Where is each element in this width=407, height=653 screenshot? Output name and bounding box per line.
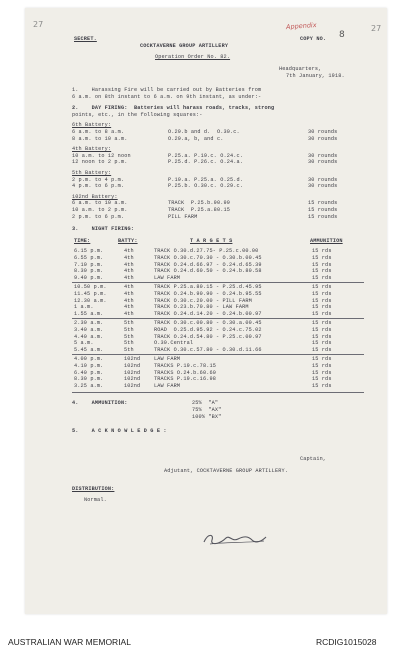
night-firing-time: 12.30 a.m. — [74, 297, 107, 304]
night-firing-time: 11.45 p.m. — [74, 291, 107, 297]
night-firing-battery: 102nd — [124, 356, 141, 363]
night-firing-ammo: 15 rds — [312, 369, 332, 376]
night-firing-target: TRACKS P.19.c.78.15 — [154, 363, 216, 369]
night-firing-target: TRACK O.30.c.57.80 - O.30.d.11.66 — [154, 346, 262, 353]
night-firing-target: LAW FARM — [154, 382, 181, 389]
night-firing-time: 5 a.m. — [74, 340, 94, 347]
night-firing-battery: 102nd — [124, 363, 141, 369]
night-firing-title: 3. NIGHT FIRING: — [72, 226, 134, 233]
battery-heading: 5th Battery: — [72, 170, 112, 176]
night-firing-battery: 5th — [124, 327, 134, 333]
day-firing-time: 10 a.m. to 12 noon — [72, 152, 131, 159]
day-firing-target: P.19.a. P.25.a. O.25.d. — [168, 176, 244, 183]
secret-label: SECRET. — [74, 36, 97, 42]
night-firing-battery: 4th — [124, 268, 134, 275]
distribution-value: Normal. — [84, 497, 107, 504]
night-firing-ammo: 15 rds — [312, 340, 332, 347]
footer-archive-name: AUSTRALIAN WAR MEMORIAL — [8, 637, 131, 647]
day-firing-target: PILL FARM — [168, 213, 198, 220]
day-firing-amount: 30 rounds — [308, 183, 338, 190]
group-divider — [72, 354, 364, 355]
order-date: 7th January, 1918. — [286, 73, 345, 79]
battery-heading: 102nd Battery: — [72, 193, 118, 200]
day-firing-time: 8 a.m. to 10 a.m. — [72, 135, 128, 142]
copy-label: COPY NO. — [300, 36, 327, 42]
day-firing-amount: 15 rounds — [308, 213, 338, 220]
day-firing-amount: 30 rounds — [308, 129, 338, 135]
night-firing-ammo: 15 rds — [312, 268, 332, 275]
day-firing-amount: 30 rounds — [308, 176, 338, 183]
night-firing-time: 1 a.m. — [74, 304, 94, 311]
night-firing-ammo: 15 rds — [312, 248, 332, 255]
night-firing-ammo: 15 rds — [312, 297, 332, 304]
night-firing-target: TRACK O.24.d.14.20 - O.24.b.00.97 — [154, 310, 262, 317]
day-firing-target: O.29.a, b, and c. — [168, 135, 224, 142]
signatory-line: Adjutant, COCKTAVERNE GROUP ARTILLERY. — [164, 467, 288, 474]
night-firing-ammo: 15 rds — [312, 382, 332, 389]
day-firing-time: 10 a.m. to 2 p.m. — [72, 207, 128, 213]
day-firing-target: TRACK P.25.b.90.99 — [168, 200, 230, 207]
night-firing-ammo: 15 rds — [312, 333, 332, 340]
night-firing-target: TRACK O.30.c.00.80 - O.30.a.00.45 — [154, 320, 262, 327]
night-firing-ammo: 15 rds — [312, 376, 332, 383]
order-title: Operation Order No. 82. — [155, 54, 231, 60]
night-firing-target: LAW FARM — [154, 274, 181, 281]
para2-line: 2. DAY FIRING: Batteries will harass roads, tracks, strong — [72, 105, 275, 112]
day-firing-target: P.25.b. O.30.c. O.29.c. — [168, 183, 244, 190]
group-divider — [72, 318, 364, 319]
ammunition-line: 75% "AX" — [192, 407, 222, 413]
night-firing-target: TRACK P.25.a.80.15 - P.25.d.45.95 — [154, 284, 262, 291]
signatory-rank: Captain, — [300, 456, 327, 463]
night-firing-ammo: 15 rds — [312, 274, 332, 281]
night-firing-ammo: 15 rds — [312, 255, 332, 261]
night-firing-target: TRACK O.30.c.70.30 - O.30.b.00.45 — [154, 255, 262, 261]
night-firing-time: 2.30 a.m. — [74, 320, 104, 327]
day-firing-amount: 30 rounds — [308, 135, 338, 142]
copy-number: 8 — [339, 30, 345, 40]
night-firing-ammo: 15 rds — [312, 261, 332, 268]
day-firing-time: 2 p.m. to 6 p.m. — [72, 213, 125, 220]
night-firing-time: 1.55 a.m. — [74, 310, 104, 317]
night-firing-time: 4.10 p.m. — [74, 363, 104, 369]
night-firing-ammo: 15 rds — [312, 284, 332, 291]
night-firing-time: 7.10 p.m. — [74, 261, 104, 268]
night-firing-battery: 4th — [124, 261, 134, 268]
night-header-ammunition: AMMUNITION — [310, 237, 343, 244]
footer-record-id: RCDIG1015028 — [316, 637, 377, 647]
night-firing-time: 4.40 a.m. — [74, 333, 104, 340]
handwritten-signature — [200, 531, 270, 547]
night-firing-time: 5.45 a.m. — [74, 346, 104, 353]
night-firing-battery: 4th — [124, 291, 134, 297]
night-firing-battery: 4th — [124, 304, 134, 311]
night-firing-time: 6.15 p.m. — [74, 248, 104, 255]
para2-line: points, etc., in the following squares:- — [72, 111, 203, 118]
night-firing-target: TRACK O.30.c.20.00 - PILL FARM — [154, 297, 252, 304]
day-firing-amount: 15 rounds — [308, 200, 338, 207]
night-firing-target: TRACK O.24.d.66.97 - O.24.d.65.39 — [154, 261, 262, 268]
night-firing-ammo: 15 rds — [312, 320, 332, 327]
appendix-stamp: Appendix — [285, 20, 317, 32]
night-firing-ammo: 15 rds — [312, 363, 332, 369]
table-end-divider — [72, 392, 364, 393]
night-header-battery: BATTY: — [118, 237, 138, 244]
day-firing-target: P.25.d. P.26.c. O.24.a. — [168, 159, 244, 166]
day-firing-time: 6 a.m. to 10 a.m. — [72, 200, 128, 207]
para1-line: 1. Harassing Fire will be carried out by Batteries from — [72, 87, 262, 93]
night-firing-ammo: 15 rds — [312, 291, 332, 297]
day-firing-amount: 30 rounds — [308, 152, 338, 159]
night-firing-time: 6.55 p.m. — [74, 255, 104, 261]
night-firing-target: TRACK O.30.d.27.75- P.25.c.00.00 — [154, 248, 259, 255]
night-firing-target: TRACKS P.19.c.16.98 — [154, 376, 216, 383]
day-firing-time: 4 p.m. to 6 p.m. — [72, 183, 125, 190]
day-firing-target: TRACK P.25.a.80.15 — [168, 207, 230, 213]
night-firing-battery: 4th — [124, 284, 134, 291]
night-firing-battery: 4th — [124, 255, 134, 261]
ammunition-line: 25% "A" — [192, 400, 219, 407]
distribution-title: DISTRIBUTION: — [72, 485, 115, 492]
night-firing-time: 10.50 p.m. — [74, 284, 107, 291]
night-firing-time: 3.40 a.m. — [74, 327, 104, 333]
battery-heading: 4th Battery: — [72, 146, 112, 153]
day-firing-amount: 30 rounds — [308, 159, 338, 166]
night-header-time: TIME: — [74, 237, 91, 244]
night-firing-battery: 5th — [124, 333, 134, 340]
night-firing-ammo: 15 rds — [312, 310, 332, 317]
day-firing-time: 12 noon to 2 p.m. — [72, 159, 128, 166]
night-firing-battery: 5th — [124, 320, 134, 327]
night-firing-target: O.30.Central — [154, 340, 194, 347]
night-firing-battery: 102nd — [124, 376, 141, 383]
day-firing-amount: 15 rounds — [308, 207, 338, 213]
night-firing-target: ROAD O.25.d.95.92 - O.24.c.75.02 — [154, 327, 262, 333]
night-firing-battery: 4th — [124, 274, 134, 281]
pencil-folio-right: 27 — [371, 24, 382, 33]
night-firing-ammo: 15 rds — [312, 356, 332, 363]
night-firing-target: TRACK O.24.b.90.90 - O.24.b.95.55 — [154, 291, 262, 297]
night-firing-target: TRACK O.24.d.54.80 - P.25.c.00.97 — [154, 333, 262, 340]
night-firing-time: 3.25 a.m. — [74, 382, 104, 389]
night-firing-battery: 5th — [124, 346, 134, 353]
night-firing-time: 8.30 p.m. — [74, 268, 104, 275]
night-firing-battery: 102nd — [124, 382, 141, 389]
night-firing-target: LAW FARM — [154, 356, 181, 363]
ammunition-line: 100% "BX" — [192, 413, 222, 420]
acknowledge-title: 5. A C K N O W L E D G E : — [72, 428, 167, 435]
night-firing-battery: 4th — [124, 297, 134, 304]
hq-label: Headquarters, — [279, 66, 322, 72]
night-firing-target: TRACKS O.24.b.60.60 — [154, 369, 216, 376]
night-firing-time: 8.30 p.m. — [74, 376, 104, 383]
day-firing-target: O.29.b and d. O.30.c. — [168, 129, 240, 135]
night-firing-time: 6.40 p.m. — [74, 369, 104, 376]
day-firing-target: P.25.a. P.19.c. O.24.c. — [168, 152, 244, 159]
group-divider — [72, 282, 364, 283]
night-firing-battery: 102nd — [124, 369, 141, 376]
night-firing-ammo: 15 rds — [312, 327, 332, 333]
day-firing-time: 2 p.m. to 4 p.m. — [72, 176, 125, 183]
night-firing-time: 9.40 p.m. — [74, 274, 104, 281]
ammunition-title: 4. AMMUNITION: — [72, 400, 128, 407]
night-firing-battery: 4th — [124, 248, 134, 255]
unit-title: COCKTAVERNE GROUP ARTILLERY — [140, 43, 229, 49]
night-firing-target: TRACK O.24.d.60.50 - O.24.b.80.58 — [154, 268, 262, 275]
night-firing-time: 4.00 p.m. — [74, 356, 104, 363]
night-firing-battery: 5th — [124, 340, 134, 347]
battery-heading: 6th Battery: — [72, 122, 112, 129]
night-header-targets: T A R G E T S — [190, 237, 233, 244]
night-firing-ammo: 15 rds — [312, 304, 332, 311]
night-firing-battery: 4th — [124, 310, 134, 317]
night-firing-target: TRACK O.23.b.70.80 - LAW FARM — [154, 304, 249, 311]
para1-line: 6 a.m. on 8th instant to 6 a.m. on 9th instant, as under:- — [72, 93, 262, 100]
night-firing-ammo: 15 rds — [312, 346, 332, 353]
day-firing-time: 6 a.m. to 8 a.m. — [72, 129, 125, 135]
pencil-folio-left: 27 — [33, 20, 44, 29]
